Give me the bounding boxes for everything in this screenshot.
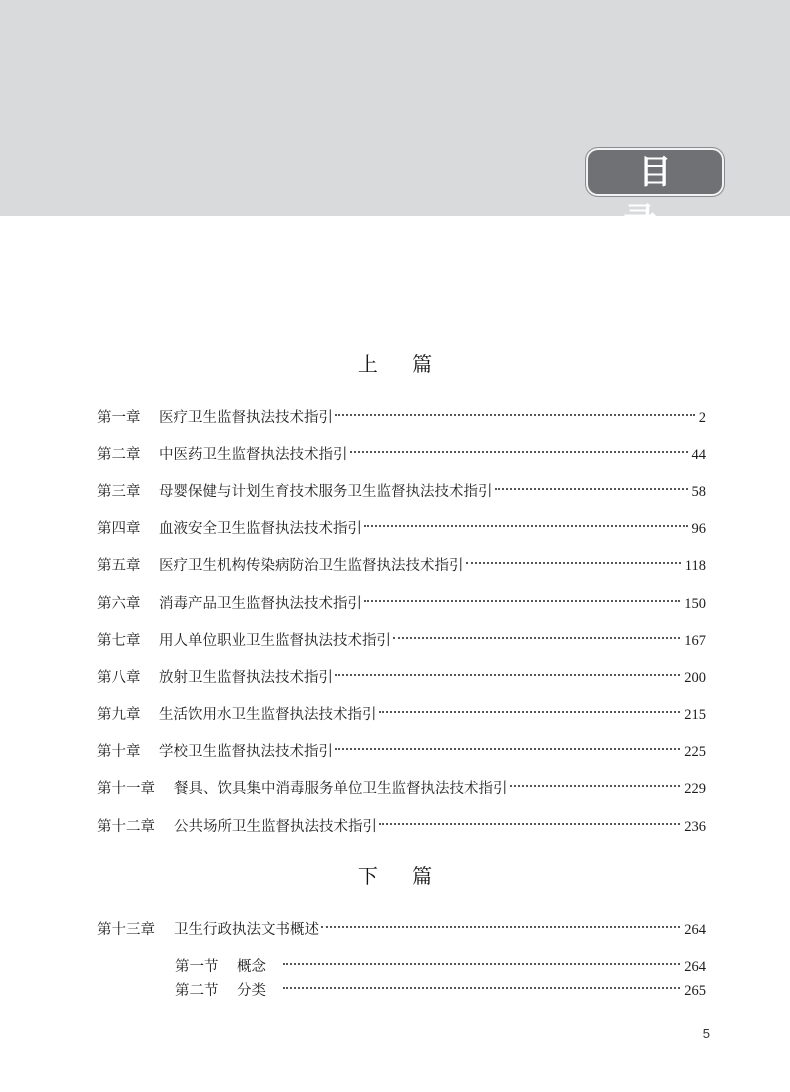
chapter-label: 第八章 — [97, 670, 141, 686]
dot-leader — [364, 586, 680, 608]
page-number: 118 — [684, 558, 706, 574]
page-number: 225 — [684, 744, 706, 760]
chapter-title: 放射卫生监督执法技术指引 — [159, 670, 333, 686]
section-title: 分类 — [237, 983, 266, 999]
part-heading-lower: 下 篇 — [357, 864, 447, 888]
part-heading-upper: 上 篇 — [357, 352, 447, 376]
chapter-title: 血液安全卫生监督执法技术指引 — [159, 521, 362, 537]
dot-leader — [364, 511, 688, 533]
dot-leader — [510, 771, 681, 793]
page-number: 264 — [684, 959, 706, 975]
toc-entry[interactable] — [97, 912, 706, 938]
section-label: 第二节 — [175, 983, 219, 999]
chapter-label: 第十章 — [97, 744, 141, 760]
chapter-title: 医疗卫生机构传染病防治卫生监督执法技术指引 — [159, 558, 464, 574]
page-number: 150 — [684, 596, 706, 612]
dot-leader — [379, 809, 680, 831]
page-number: 264 — [684, 922, 706, 938]
chapter-label: 第四章 — [97, 521, 141, 537]
page-number: 200 — [684, 670, 706, 686]
page-number: 2 — [698, 410, 706, 426]
chapter-label: 第一章 — [97, 410, 141, 426]
dot-leader — [283, 949, 680, 971]
toc-section-entry[interactable] — [175, 973, 706, 999]
toc-entry[interactable] — [97, 586, 706, 612]
chapter-label: 第三章 — [97, 484, 141, 500]
toc-entry[interactable] — [97, 734, 706, 760]
dot-leader — [335, 400, 695, 422]
title-badge — [586, 148, 724, 239]
chapter-title: 餐具、饮具集中消毒服务单位卫生监督执法技术指引 — [174, 781, 508, 797]
chapter-title: 消毒产品卫生监督执法技术指引 — [159, 596, 362, 612]
folio-page-number: 5 — [702, 1026, 710, 1041]
page-number: 167 — [684, 633, 706, 649]
page-number: 229 — [684, 781, 706, 797]
chapter-title: 中医药卫生监督执法技术指引 — [159, 447, 348, 463]
toc-entry[interactable] — [97, 623, 706, 649]
chapter-label: 第九章 — [97, 707, 141, 723]
chapter-label: 第六章 — [97, 596, 141, 612]
page-number: 236 — [684, 819, 706, 835]
dot-leader — [379, 697, 681, 719]
chapter-label: 第十二章 — [97, 819, 155, 835]
page-number: 58 — [691, 484, 706, 500]
chapter-title: 母婴保健与计划生育技术服务卫生监督执法技术指引 — [159, 484, 493, 500]
header-band — [0, 0, 790, 239]
page-number: 44 — [691, 447, 706, 463]
dot-leader — [495, 474, 688, 496]
chapter-label: 第五章 — [97, 558, 141, 574]
section-label: 第一节 — [175, 959, 219, 975]
chapter-label: 第十一章 — [97, 781, 155, 797]
page-number: 265 — [684, 983, 706, 999]
chapter-title: 用人单位职业卫生监督执法技术指引 — [159, 633, 391, 649]
page-title: 目 录 — [623, 152, 702, 239]
toc-section-entry[interactable] — [175, 949, 706, 975]
chapter-title: 公共场所卫生监督执法技术指引 — [174, 819, 377, 835]
dot-leader — [335, 660, 680, 682]
chapter-label: 第二章 — [97, 447, 141, 463]
toc-entry[interactable] — [97, 809, 706, 835]
chapter-title: 卫生行政执法文书概述 — [174, 922, 319, 938]
toc-entry[interactable] — [97, 548, 706, 574]
chapter-label: 第七章 — [97, 633, 141, 649]
chapter-title: 学校卫生监督执法技术指引 — [159, 744, 333, 760]
dot-leader — [393, 623, 680, 645]
toc-entry[interactable] — [97, 660, 706, 686]
chapter-title: 医疗卫生监督执法技术指引 — [159, 410, 333, 426]
dot-leader — [350, 437, 688, 459]
toc-entry[interactable] — [97, 474, 706, 500]
toc-entry[interactable] — [97, 400, 706, 426]
chapter-label: 第十三章 — [97, 922, 155, 938]
dot-leader — [466, 548, 681, 570]
toc-entry[interactable] — [97, 697, 706, 723]
dot-leader — [321, 912, 680, 934]
page-number: 96 — [691, 521, 706, 537]
dot-leader — [283, 973, 680, 995]
page-number: 215 — [684, 707, 706, 723]
dot-leader — [335, 734, 680, 756]
section-title: 概念 — [237, 959, 266, 975]
chapter-title: 生活饮用水卫生监督执法技术指引 — [159, 707, 377, 723]
toc-entry[interactable] — [97, 437, 706, 463]
toc-entry[interactable] — [97, 511, 706, 537]
toc-entry[interactable] — [97, 771, 706, 797]
